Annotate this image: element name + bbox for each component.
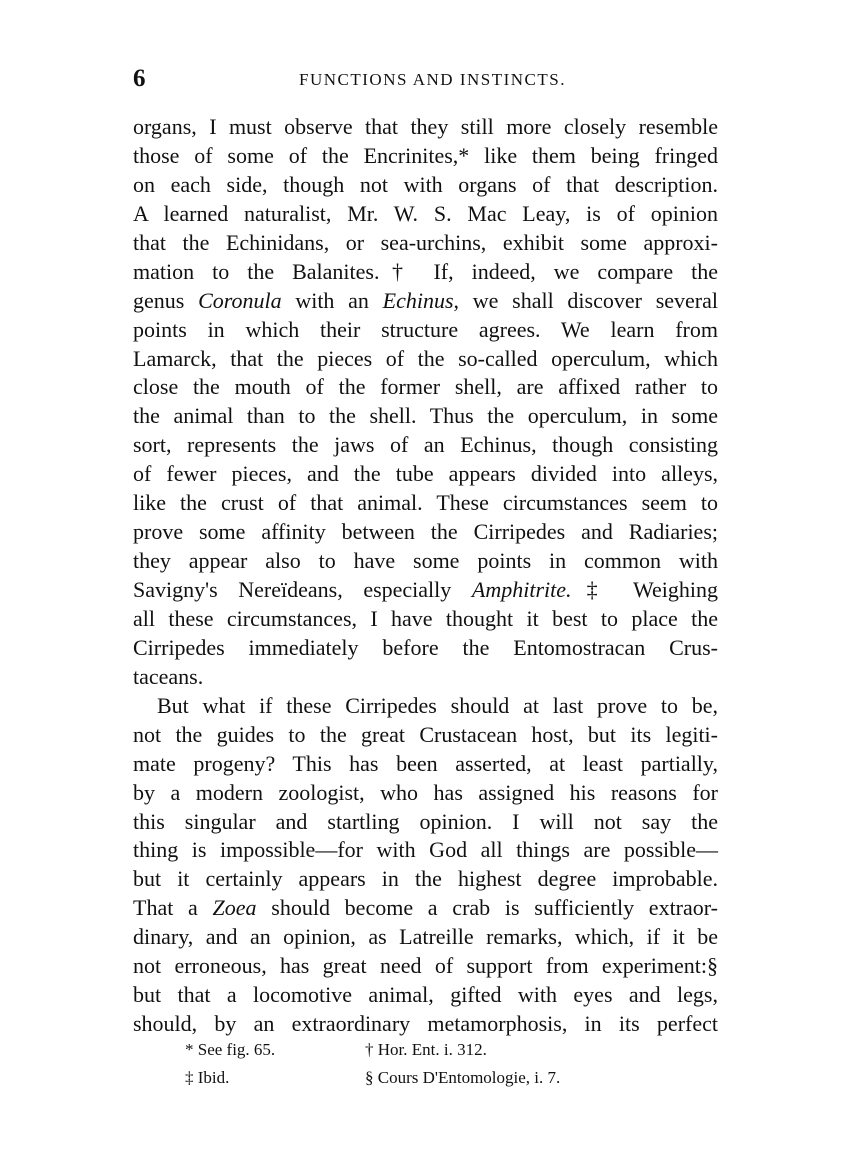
text-segment: Savigny's Nereïdeans, especially <box>133 577 472 602</box>
text-line: mate progeny? This has been asserted, at least partially, <box>133 750 718 776</box>
text-line: mation to the Balanites.† If, indeed, we compare the <box>133 258 718 284</box>
text-line: sort, represents the jaws of an Echinus, though consisting <box>133 432 718 458</box>
text-line: by a modern zoologist, who has assigned his reasons for <box>133 779 718 805</box>
italic-term: Zoea <box>212 895 257 921</box>
text-line: organs, I must observe that they still more closely resemble <box>133 114 718 139</box>
text-line: dinary, and an opinion, as Latreille remarks, which, if it be <box>133 924 718 950</box>
footnote-3: ‡ Ibid. <box>185 1068 230 1087</box>
text-line: taceans. <box>133 663 204 689</box>
text-segment: should become a crab is sufficiently extraor- <box>256 895 718 921</box>
text-line: Cirripedes immediately before the Entomostracan Crus- <box>133 634 718 660</box>
footnote-2: † Hor. Ent. i. 312. <box>365 1040 487 1059</box>
text-line <box>133 576 718 605</box>
text-line: that the Echinidans, or sea-urchins, exhibit some approxi- <box>133 229 718 255</box>
italic-term: Echinus <box>382 287 454 313</box>
text-line: on each side, though not with organs of that description. <box>133 171 718 197</box>
text-line: not erroneous, has great need of support from experiment:§ <box>133 953 718 979</box>
footnotes <box>0 1037 850 1097</box>
text-line: the animal than to the shell. Thus the operculum, in some <box>133 403 718 429</box>
text-line: all these circumstances, I have thought it best to place the <box>133 605 718 631</box>
text-line: not the guides to the great Crustacean host, but its legiti- <box>133 721 718 747</box>
body-text <box>133 113 718 1039</box>
text-line: they appear also to have some points in common with <box>133 548 718 574</box>
text-line: points in which their structure agrees. We learn from <box>133 316 718 342</box>
italic-term: Coronula <box>198 287 282 313</box>
page-header <box>133 64 718 94</box>
text-segment: , we shall discover several <box>453 287 718 313</box>
text-line: A learned naturalist, Mr. W. S. Mac Leay, is of opinion <box>133 200 718 226</box>
italic-term: Amphitrite. <box>471 577 572 602</box>
text-line: Lamarck, that the pieces of the so-called operculum, which <box>133 345 718 371</box>
text-line: this singular and startling opinion. I will not say the <box>133 808 718 834</box>
text-line: should, by an extraordinary metamorphosis, in its perfect <box>133 1011 718 1037</box>
text-segment: with an <box>281 287 383 313</box>
page-number: 6 <box>133 65 146 92</box>
text-line: thing is impossible—for with God all things are possible— <box>133 837 718 863</box>
text-segment: genus <box>133 287 199 313</box>
text-line: those of some of the Encrinites,* like them being fringed <box>133 142 718 168</box>
text-line: but it certainly appears in the highest degree improbable. <box>133 866 718 892</box>
text-segment: ‡ Weighing <box>571 577 718 602</box>
running-head: FUNCTIONS AND INSTINCTS. <box>299 70 566 89</box>
text-line <box>133 894 718 923</box>
text-line <box>133 287 718 316</box>
text-line: prove some affinity between the Cirripedes and Radiaries; <box>133 519 718 545</box>
text-line: close the mouth of the former shell, are affixed rather to <box>133 374 718 400</box>
text-line: But what if these Cirripedes should at last prove to be, <box>157 692 718 718</box>
text-line: but that a locomotive animal, gifted with eyes and legs, <box>133 982 718 1008</box>
footnote-4: § Cours D'Entomologie, i. 7. <box>365 1068 561 1087</box>
text-line: of fewer pieces, and the tube appears divided into alleys, <box>133 461 718 487</box>
text-segment: That a <box>133 895 213 921</box>
text-line: like the crust of that animal. These circumstances seem to <box>133 490 718 516</box>
footnote-1: * See fig. 65. <box>185 1040 276 1059</box>
